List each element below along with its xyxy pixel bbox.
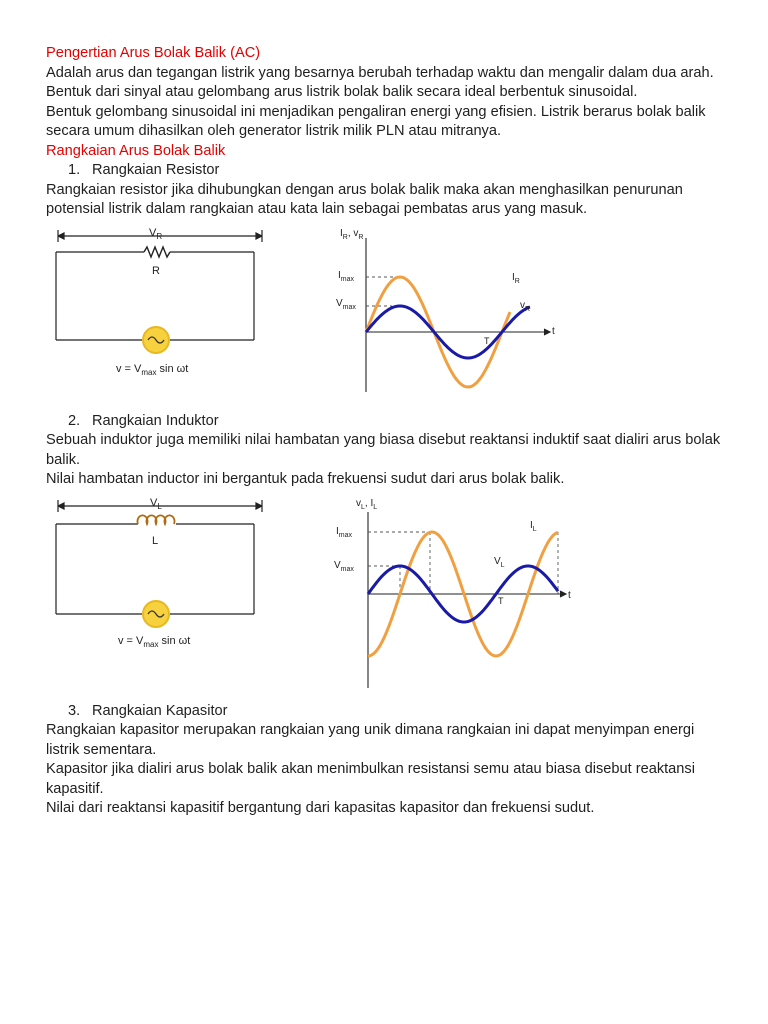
paragraph: Bentuk dari sinyal atau gelombang arus listrik bolak balik secara ideal berbentuk sinusoidal. <box>46 84 638 100</box>
paragraph: Kapasitor jika dialiri arus bolak balik akan menimbulkan resistansi semu atau biasa disebut reaktansi kapasitif. <box>46 761 695 797</box>
document-page <box>46 44 726 819</box>
svg-text:Imax: $I_{max}$ <box>338 269 355 283</box>
resistor-circuit-diagram <box>52 228 272 378</box>
paragraph: Bentuk gelombang sinusoidal ini menjadikan pengaliran energi yang efisien. Listrik berarus bolak balik secara umum dihasilkan oleh generator listrik milik PLN atau mitranya. <box>46 103 706 139</box>
figure-inductor <box>46 490 726 702</box>
svg-text:vL, IL: $v_L$, $I_L$ <box>356 497 378 511</box>
paragraph: Rangkaian resistor jika dihubungkan dengan arus bolak balik maka akan menghasilkan penurunan potensial listrik dalam rangkaian atau kata lain sebagai pembatas arus yang masuk. <box>46 181 683 217</box>
paragraph: Nilai hambatan inductor ini bergantuk pada frekuensi sudut dari arus bolak balik. <box>46 471 565 487</box>
list-item-heading: 1. Rangkaian Resistor <box>68 162 220 178</box>
svg-text:VL: $V_L$ <box>494 555 505 569</box>
svg-text:L: L <box>152 534 159 547</box>
resistor-waveform-graph <box>330 220 570 400</box>
list-item-heading: 3. Rangkaian Kapasitor <box>68 702 228 719</box>
paragraph: Sebuah induktor juga memiliki nilai hambatan yang biasa disebut reaktansi induktif saat dialiri arus bolak balik. <box>46 432 721 468</box>
svg-text:Vmax: $V_{max}$ <box>336 297 356 311</box>
svg-text:T: T <box>498 595 504 606</box>
svg-text:t: t <box>568 589 571 601</box>
svg-text:t: t <box>552 325 555 337</box>
section-title-circuits: Rangkaian Arus Bolak Balik <box>46 142 226 159</box>
svg-text:Vmax: $V_{max}$ <box>334 559 354 573</box>
svg-text:v = Vmax sin ωt: $v = V_{max}$ sin ωt <box>118 634 191 649</box>
paragraph: Adalah arus dan tegangan listrik yang besarnya berubah terhadap waktu dan mengalir dalam dua arah. <box>46 64 714 81</box>
figure-resistor <box>46 220 726 412</box>
svg-text:R: R <box>152 264 160 277</box>
svg-text:VR: $V_R$ <box>149 227 163 241</box>
svg-text:VL: $V_L$ <box>150 497 162 511</box>
svg-text:vR: $v_R$ <box>520 299 531 313</box>
inductor-waveform-graph <box>330 492 590 696</box>
paragraph: Rangkaian kapasitor merupakan rangkaian yang unik dimana rangkaian ini dapat menyimpan energi listrik sementara. <box>46 722 695 758</box>
section-title-ac: Pengertian Arus Bolak Balik (AC) <box>46 45 261 61</box>
inductor-circuit-diagram <box>52 498 272 658</box>
svg-text:v = Vmax sin ωt: $v = V_{max}$ sin ωt <box>116 362 189 377</box>
svg-text:IR: $I_R$ <box>512 271 520 285</box>
svg-text:T: T <box>484 335 490 346</box>
svg-text:IL: $I_L$ <box>530 519 537 533</box>
svg-text:Imax: $I_{max}$ <box>336 525 353 539</box>
paragraph: Nilai dari reaktansi kapasitif bergantung dari kapasitas kapasitor dan frekuensi sudut. <box>46 800 595 816</box>
svg-text:IR, vR: $I_R$, $v_R$ <box>340 227 364 241</box>
list-item-heading: 2. Rangkaian Induktor <box>68 412 219 429</box>
